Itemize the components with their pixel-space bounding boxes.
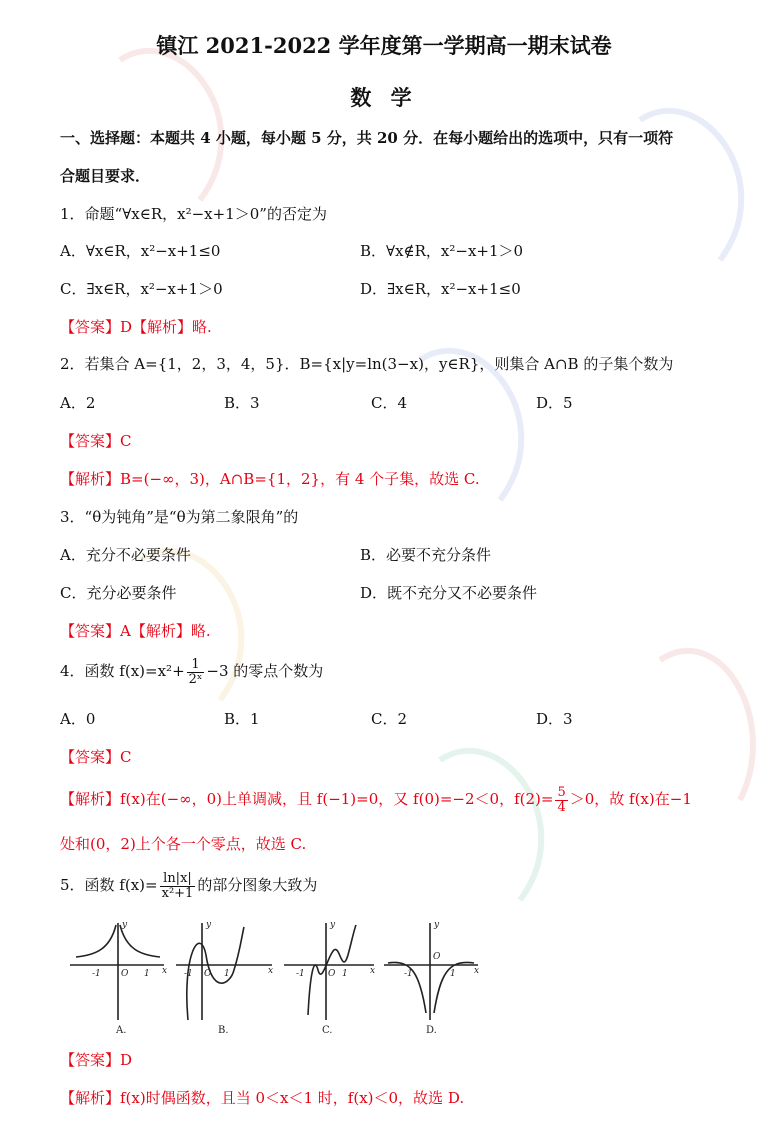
graph-b-axis-y: y	[206, 920, 212, 930]
graph-a-tick-pos: 1	[144, 969, 150, 979]
q1-option-a: A．∀x∈R，x²−x+1≤0	[60, 242, 221, 260]
graph-c-axis-x: x	[370, 966, 376, 976]
q4-answer: 【答案】C	[60, 748, 132, 766]
q1-answer: 【答案】D【解析】略.	[60, 318, 212, 336]
graph-c-tick-pos: 1	[342, 969, 348, 979]
q2-option-d: D．5	[536, 394, 573, 412]
q2-option-a: A．2	[60, 394, 96, 412]
q2-option-c: C．4	[371, 394, 408, 412]
q1-stem: 1．命题“∀x∈R，x²−x+1＞0”的否定为	[60, 205, 327, 223]
q2-stem: 2．若集合 A={1，2，3，4，5}．B={x|y=ln(3−x)，y∈R}，则集合 A∩B 的子集个数为	[60, 355, 674, 373]
q3-option-b: B．必要不充分条件	[360, 546, 492, 564]
graph-label-b: B.	[218, 1025, 229, 1035]
graph-label-c: C.	[322, 1025, 333, 1035]
page-title: 镇江 2021-2022 学年度第一学期高一期末试卷	[156, 33, 612, 58]
graph-b-tick-neg: -1	[184, 969, 193, 979]
q5-answer: 【答案】D	[60, 1051, 133, 1069]
graph-d-axis-x: x	[474, 966, 480, 976]
q3-option-c: C．充分必要条件	[60, 584, 177, 602]
graph-label-d: D.	[426, 1025, 437, 1035]
graph-d-origin: O	[433, 952, 441, 962]
q2-option-b: B．3	[224, 394, 260, 412]
graph-c-tick-neg: -1	[296, 969, 305, 979]
graph-d-axis-y: y	[434, 920, 440, 930]
graph-c-axis-y: y	[330, 920, 336, 930]
q3-stem: 3．“θ为钝角”是“θ为第二象限角”的	[60, 508, 299, 526]
q2-analysis: 【解析】B=(−∞，3)，A∩B={1，2}，有 4 个子集，故选 C.	[60, 470, 480, 488]
q1-option-c: C．∃x∈R，x²−x+1＞0	[60, 280, 223, 298]
graph-b-axis-x: x	[268, 966, 274, 976]
q4-analysis-fraction: $\frac{5}{4}$	[557, 784, 566, 815]
graph-label-a: A.	[116, 1025, 127, 1035]
q1-option-b: B．∀x∉R，x²−x+1＞0	[360, 242, 524, 260]
graph-c-origin: O	[328, 969, 336, 979]
q4-option-b: B．1	[224, 710, 260, 728]
graph-d-tick-neg: -1	[404, 969, 413, 979]
q4-stem: 4．函数 f(x)=x²+ $\frac{1}{\text{2ˣ}}$ −3 的零点个数为	[60, 656, 324, 687]
graph-d	[384, 923, 478, 1020]
section-heading-cont: 合题目要求．	[60, 167, 151, 185]
graph-b-origin: O	[204, 969, 212, 979]
q4-option-c: C．2	[371, 710, 408, 728]
q3-option-a: A．充分不必要条件	[60, 546, 191, 564]
q4-analysis: 【解析】f(x)在(−∞，0)上单调减，且 f(−1)=0，又 f(0)=−2＜0，f(2)= $\frac{5}{4}$ ＞0，故 f(x)在−1	[60, 784, 692, 815]
q4-option-d: D．3	[536, 710, 573, 728]
q3-answer: 【答案】A【解析】略.	[60, 622, 211, 640]
graph-a-origin: O	[121, 969, 129, 979]
q4-fraction: $\frac{1}{\text{2ˣ}}$	[188, 656, 203, 687]
q5-analysis: 【解析】f(x)时偶函数，且当 0＜x＜1 时，f(x)＜0，故选 D.	[60, 1089, 465, 1107]
graph-b-tick-pos: 1	[224, 969, 230, 979]
graph-a-tick-neg: -1	[92, 969, 101, 979]
graph-a	[70, 923, 164, 1020]
graph-a-axis-y: y	[122, 920, 128, 930]
graph-d-tick-pos: 1	[450, 969, 456, 979]
graph-a-axis-x: x	[162, 966, 168, 976]
subject-title: 数 学	[350, 85, 418, 110]
q4-option-a: A．0	[60, 710, 96, 728]
q4-analysis-cont: 处和(0，2)上个各一个零点，故选 C.	[60, 835, 307, 853]
q5-graphs	[66, 915, 486, 1035]
q1-option-d: D．∃x∈R，x²−x+1≤0	[360, 280, 521, 298]
q5-fraction: $\frac{\ln|x|}{\text{x²+1}}$	[161, 870, 194, 901]
q3-option-d: D．既不充分又不必要条件	[360, 584, 538, 602]
q5-stem: 5．函数 f(x)= $\frac{\ln|x|}{\text{x²+1}}$ 的部分图象大致为	[60, 870, 318, 901]
section-heading: 一、选择题：本题共 4 小题，每小题 5 分，共 20 分．在每小题给出的选项中，只有一项符	[60, 129, 674, 147]
q2-answer: 【答案】C	[60, 432, 132, 450]
